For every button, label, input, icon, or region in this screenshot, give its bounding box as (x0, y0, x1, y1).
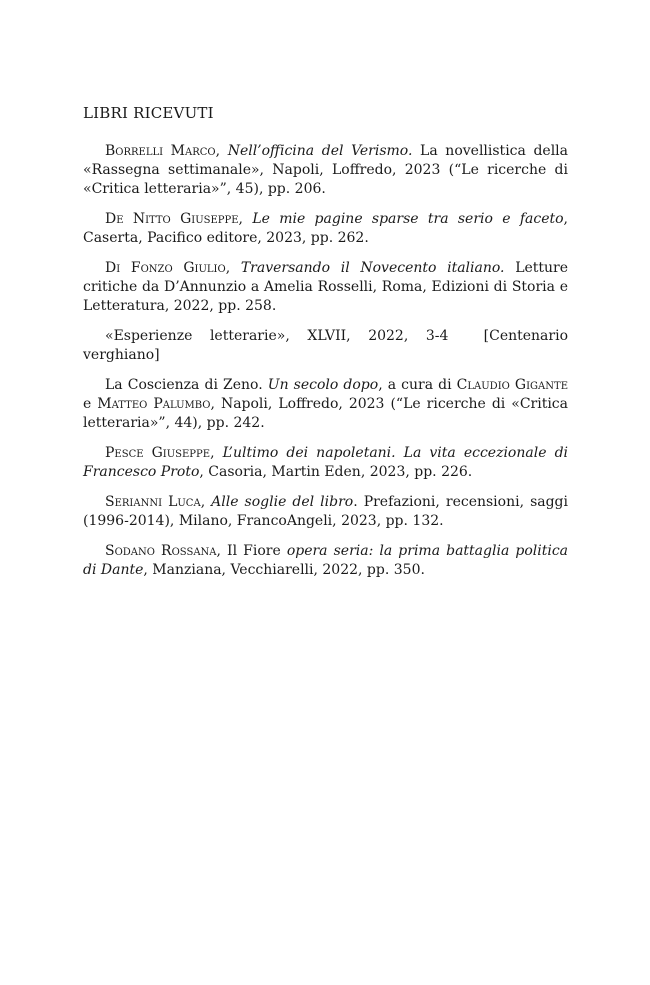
entry-separator: , (200, 494, 212, 510)
entry-text: «Esperienze letterarie», XLVII, 2022, 3-4 [Centenario verghiano] (83, 328, 573, 363)
entry-separator: , (210, 445, 223, 461)
book-entry (83, 542, 568, 580)
section-heading: LIBRI RICEVUTI (83, 104, 214, 122)
entry-separator: , (225, 260, 241, 276)
entry-title: Un secolo dopo (267, 377, 379, 393)
book-entry (83, 376, 568, 433)
entry-separator: , (238, 211, 253, 227)
entry-author: Pesce Giuseppe (105, 445, 211, 461)
entry-details: . Prefazioni, recensioni, saggi (1996-2014), Milano, FrancoAngeli, 2023, pp. 132. (83, 494, 568, 529)
entry-details: , Casoria, Martin Eden, 2023, pp. 226. (199, 464, 473, 480)
entry-prefix: La Coscienza di Zeno. (105, 377, 268, 393)
entry-title: opera seria: la prima battaglia politica di Dante (83, 543, 569, 578)
entry-details: , Manziana, Vecchiarelli, 2022, pp. 350. (143, 562, 425, 578)
entry-details: La novellistica della «Rassegna settimanale», Napoli, Loffredo, 2023 (“Le ricerche di «Critica letteraria»”, 45), pp. 206. (83, 143, 569, 197)
entry-title: Traversando il Novecento italiano. (240, 260, 505, 276)
entry-details: , Napoli, Loffredo, 2023 (“Le ricerche di «Critica letteraria»”, 44), pp. 242. (83, 396, 568, 431)
entry-author: Di Fonzo Giulio (105, 260, 226, 276)
entry-details: , Caserta, Pacifico editore, 2023, pp. 262. (83, 211, 568, 246)
book-list (83, 142, 573, 591)
entry-editor: Matteo Palumbo (97, 396, 211, 412)
entry-title: L’ultimo dei napoletani. La vita eccezionale di Francesco Proto (83, 445, 569, 480)
entry-conjunction: e (83, 396, 98, 412)
book-entry (83, 142, 568, 199)
entry-title: Nell’officina del Verismo. (227, 143, 413, 159)
entry-author: Sodano Rossana (105, 543, 217, 559)
entry-separator: , (215, 143, 228, 159)
entry-title: Alle soglie del libro (211, 494, 354, 510)
entry-title: Le mie pagine sparse tra serio e faceto (252, 211, 564, 227)
entry-editor-prefix: , a cura di (378, 377, 457, 393)
entry-author: Serianni Luca (105, 494, 201, 510)
book-entry (83, 444, 568, 482)
journal-entry (83, 327, 573, 365)
book-entry (83, 210, 568, 248)
book-entry (83, 493, 568, 531)
entry-author: Borrelli Marco (105, 143, 216, 159)
entry-author: De Nitto Giuseppe (105, 211, 239, 227)
entry-editor: Claudio Gigante (456, 377, 568, 393)
entry-separator: , Il Fiore (216, 543, 287, 559)
book-entry (83, 259, 568, 316)
entry-details: Letture critiche da D’Annunzio a Amelia Rosselli, Roma, Edizioni di Storia e Letteratura, 2022, pp. 258. (83, 260, 569, 314)
